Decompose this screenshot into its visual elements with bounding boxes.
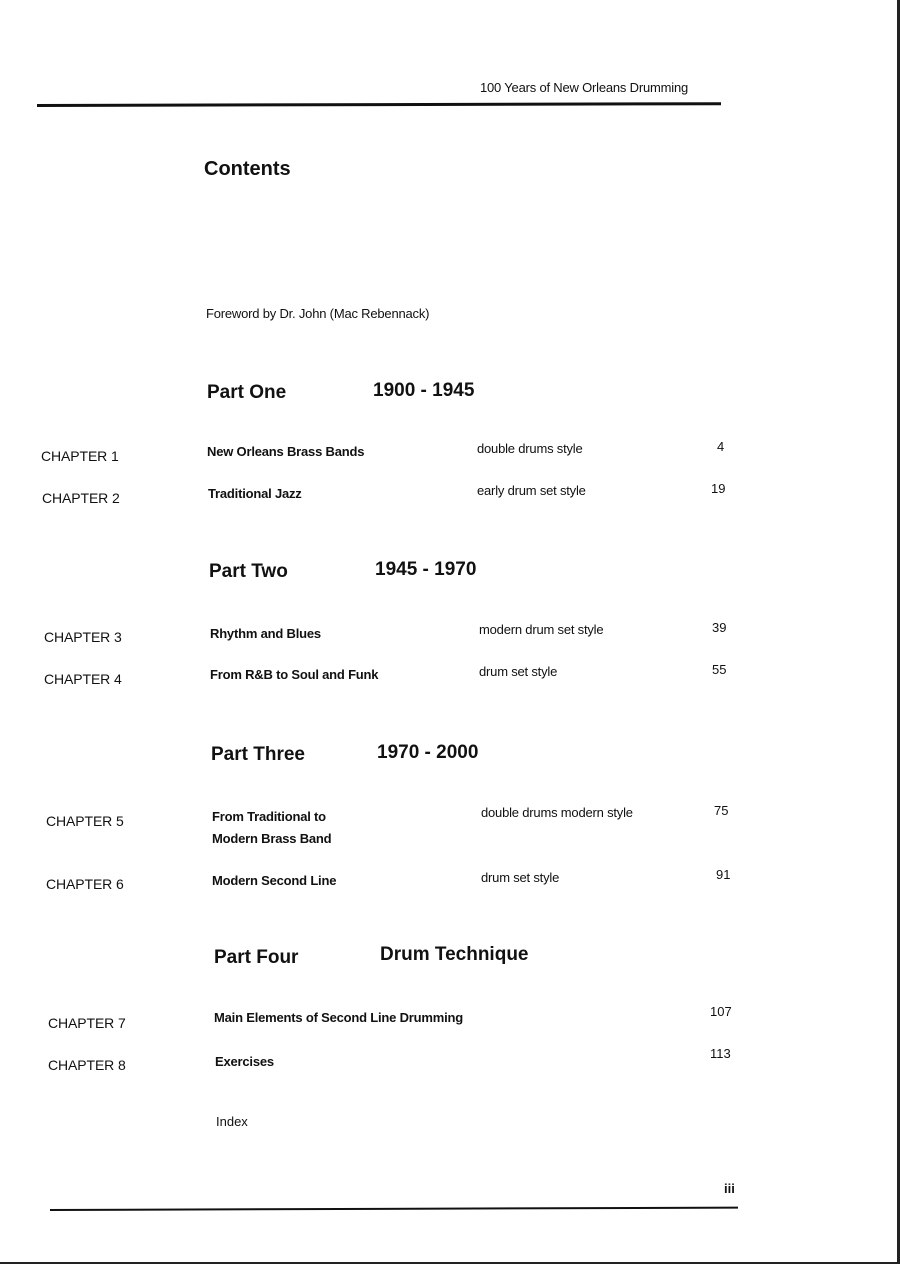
foreword-entry: Foreword by Dr. John (Mac Rebennack): [206, 306, 430, 321]
chapter-1-title: New Orleans Brass Bands: [207, 444, 365, 459]
contents-title: Contents: [204, 158, 291, 180]
chapter-6-style: drum set style: [481, 870, 560, 885]
chapter-8-number: CHAPTER 8: [48, 1057, 126, 1073]
part-three-years: 1970 - 2000: [377, 742, 479, 763]
chapter-1-number: CHAPTER 1: [41, 448, 119, 464]
chapter-1-style: double drums style: [477, 441, 583, 456]
footer-rule: [50, 1207, 738, 1211]
part-two-years: 1945 - 1970: [375, 559, 477, 580]
chapter-7-page: 107: [710, 1004, 732, 1019]
chapter-5-title: [212, 806, 331, 850]
chapter-2-number: CHAPTER 2: [42, 490, 120, 506]
part-four-label: Part Four: [214, 947, 299, 968]
chapter-6-number: CHAPTER 6: [46, 876, 124, 892]
chapter-2-style: early drum set style: [477, 483, 586, 498]
chapter-3-page: 39: [712, 620, 727, 635]
chapter-5-page: 75: [714, 803, 729, 818]
chapter-5-style: double drums modern style: [481, 805, 633, 820]
part-one-label: Part One: [207, 382, 287, 403]
part-four-subtitle: Drum Technique: [380, 944, 529, 965]
part-two-label: Part Two: [209, 561, 288, 582]
page-folio: iii: [724, 1181, 735, 1196]
chapter-2-page: 19: [711, 481, 726, 496]
chapter-7-number: CHAPTER 7: [48, 1015, 126, 1031]
chapter-6-page: 91: [716, 867, 731, 882]
chapter-5-title-line1: From Traditional to: [212, 809, 326, 824]
part-one-years: 1900 - 1945: [373, 380, 475, 401]
running-head: 100 Years of New Orleans Drumming: [480, 80, 689, 95]
header-rule: [37, 102, 721, 107]
chapter-4-style: drum set style: [479, 664, 558, 679]
index-entry: Index: [216, 1114, 248, 1129]
chapter-8-title: Exercises: [215, 1054, 274, 1069]
chapter-3-title: Rhythm and Blues: [210, 626, 321, 641]
chapter-6-title: Modern Second Line: [212, 873, 337, 888]
chapter-4-page: 55: [712, 662, 727, 677]
part-three-label: Part Three: [211, 744, 305, 765]
chapter-5-title-line2: Modern Brass Band: [212, 831, 332, 846]
chapter-1-page: 4: [717, 439, 725, 454]
chapter-3-style: modern drum set style: [479, 622, 604, 637]
chapter-5-number: CHAPTER 5: [46, 813, 124, 829]
chapter-2-title: Traditional Jazz: [208, 486, 302, 501]
chapter-4-title: From R&B to Soul and Funk: [210, 667, 379, 682]
chapter-8-page: 113: [710, 1046, 731, 1061]
chapter-4-number: CHAPTER 4: [44, 671, 122, 687]
chapter-3-number: CHAPTER 3: [44, 629, 122, 645]
chapter-7-title: Main Elements of Second Line Drumming: [214, 1010, 464, 1025]
